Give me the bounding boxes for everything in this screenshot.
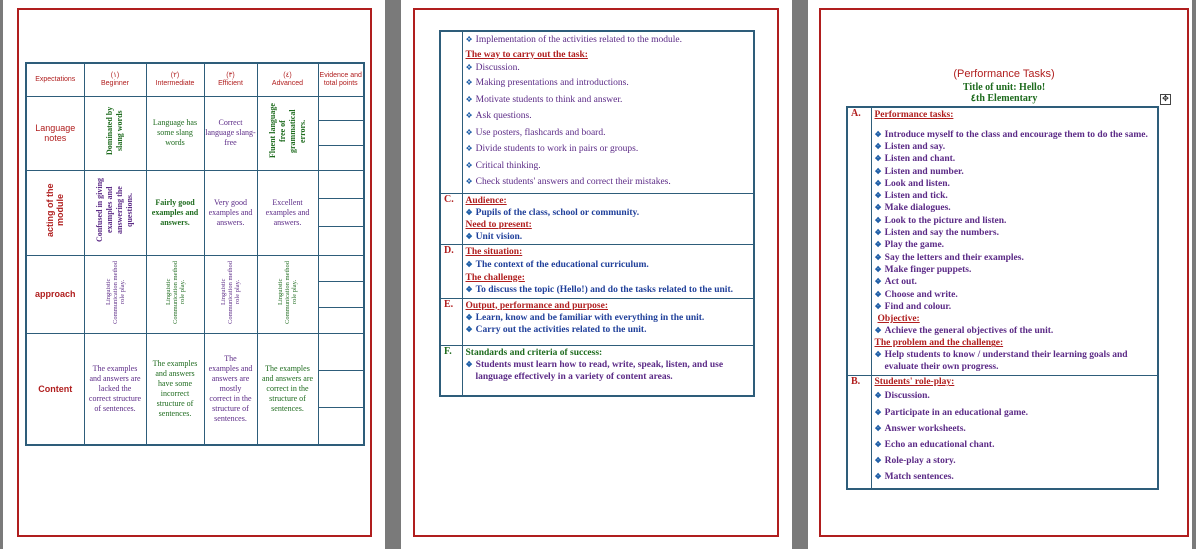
cell-language-efficient: Correct language slang-free <box>204 96 257 170</box>
list-item: ❖ Ask questions. <box>465 111 532 121</box>
diamond-bullet-icon: ❖ <box>874 301 882 311</box>
list-item: ❖ Carry out the activities related to the unit. <box>465 324 647 335</box>
diamond-bullet-icon: ❖ <box>874 277 882 287</box>
cell-approach-beginner: Linguistic Communication method role play. <box>104 260 126 324</box>
diamond-bullet-icon: ❖ <box>874 203 882 213</box>
section-d-row <box>440 244 754 298</box>
list-item: ❖ Choose and write. <box>874 289 958 300</box>
evidence-cell <box>319 171 364 255</box>
diamond-bullet-icon: ❖ <box>874 423 882 433</box>
cell-acting-efficient: Very good examples and answers. <box>204 170 257 255</box>
section-e-row <box>440 298 754 345</box>
header-advanced: (٤) Advanced <box>257 63 318 96</box>
diamond-bullet-icon: ❖ <box>874 440 882 450</box>
table-move-handle-icon[interactable]: ✥ <box>1160 94 1171 105</box>
list-item: ❖ Make finger puppets. <box>874 264 972 275</box>
header-beginner: (١) Beginner <box>84 63 146 96</box>
diamond-bullet-icon: ❖ <box>465 78 473 87</box>
plan-table <box>439 30 755 397</box>
list-item: ❖ Discussion. <box>874 391 930 402</box>
list-item: ❖ Listen and tick. <box>874 191 948 202</box>
page-gap-1 <box>385 0 401 549</box>
cell-language-beginner: Dominated by slang words <box>105 106 124 155</box>
rubric-row-content <box>26 333 364 445</box>
list-item: ❖ Participate in an educational game. <box>874 407 1028 418</box>
list-item: ❖ Unit vision. <box>465 231 523 242</box>
situation-heading: The situation: <box>465 246 523 257</box>
page-gap-2 <box>792 0 808 549</box>
diamond-bullet-icon: ❖ <box>874 264 882 274</box>
row-label-acting: acting of the module <box>45 183 66 237</box>
diamond-bullet-icon: ❖ <box>465 127 473 137</box>
list-item: ❖ Help students to know / understand their learning goals and evaluate their own progress. <box>874 350 1128 373</box>
document-page-1 <box>17 8 372 537</box>
performance-table <box>846 106 1159 490</box>
header-efficient: (٣) Efficient <box>204 63 257 96</box>
rubric-row-approach <box>26 255 364 333</box>
list-item: ❖ Listen and chant. <box>874 154 956 165</box>
list-item: ❖ Critical thinking. <box>465 160 541 171</box>
diamond-bullet-icon: ❖ <box>874 166 882 176</box>
list-item: ❖ Play the game. <box>874 240 945 251</box>
section-a-row <box>847 107 1158 376</box>
audience-heading: Audience: <box>465 195 507 206</box>
list-item: ❖ Say the letters and their examples. <box>874 252 1024 263</box>
list-item: ❖ Use posters, flashcards and board. <box>465 127 606 138</box>
right-margin <box>1192 0 1196 549</box>
section-b-row <box>847 376 1158 489</box>
diamond-bullet-icon: ❖ <box>465 35 473 44</box>
list-item: ❖ Making presentations and introductions. <box>465 78 629 88</box>
evidence-cell <box>319 97 364 170</box>
performance-tasks-title: (Performance Tasks) <box>953 68 1055 80</box>
list-item: ❖ Act out. <box>874 277 917 288</box>
list-item: ❖ Learn, know and be familiar with everything in the unit. <box>465 312 705 323</box>
diamond-bullet-icon: ❖ <box>465 94 473 104</box>
document-page-2 <box>413 8 779 537</box>
row-label-approach: approach <box>26 255 84 333</box>
output-heading: Output, performance and purpose: <box>465 300 609 311</box>
section-c-letter: C. <box>440 193 462 244</box>
cell-content-efficient: The examples and answers are mostly correct in the structure of sentences. <box>204 333 257 445</box>
unit-title: Title of unit: Hello! <box>962 82 1046 93</box>
cell-approach-intermediate: Linguistic Communication method role play. <box>164 260 186 324</box>
list-item: ❖ Echo an educational chant. <box>874 440 995 451</box>
diamond-bullet-icon: ❖ <box>465 207 473 217</box>
cell-language-intermediate: Language has some slang words <box>146 96 204 170</box>
diamond-bullet-icon: ❖ <box>465 259 473 269</box>
list-item: ❖ The context of the educational curriculum. <box>465 259 649 270</box>
way-heading: The way to carry out the task: <box>465 49 588 60</box>
diamond-bullet-icon: ❖ <box>465 231 473 241</box>
diamond-bullet-icon: ❖ <box>874 154 882 164</box>
cell-language-advanced: Fluent language free of grammatical errors. <box>267 103 307 158</box>
section-f-letter: F. <box>440 345 462 396</box>
list-item: ❖ Match sentences. <box>874 472 954 483</box>
standards-heading: Standards and criteria of success: <box>465 347 603 358</box>
section-b-letter: B. <box>847 376 871 489</box>
section-a-letter: A. <box>847 107 871 376</box>
need-heading: Need to present: <box>465 219 532 230</box>
list-item: ❖ Look to the picture and listen. <box>874 215 1007 226</box>
rubric-table <box>25 62 365 446</box>
cell-content-intermediate: The examples and answers have some incorrect structure of sentences. <box>146 333 204 445</box>
diamond-bullet-icon: ❖ <box>874 252 882 262</box>
diamond-bullet-icon: ❖ <box>874 240 882 250</box>
list-item: ❖ Look and listen. <box>874 178 950 189</box>
diamond-bullet-icon: ❖ <box>874 228 882 238</box>
list-item: ❖ Divide students to work in pairs or groups. <box>465 144 639 154</box>
performance-tasks-heading: Performance tasks: <box>874 110 954 120</box>
list-item: ❖ Make dialogues. <box>874 203 951 214</box>
evidence-cell <box>319 334 364 444</box>
diamond-bullet-icon: ❖ <box>874 215 882 225</box>
cell-content-advanced: The examples and answers are correct in the structure of sentences. <box>257 333 318 445</box>
list-item: ❖ Listen and number. <box>874 166 964 177</box>
diamond-bullet-icon: ❖ <box>874 191 882 201</box>
list-item: ❖ Find and colour. <box>874 301 952 312</box>
cell-approach-efficient: Linguistic Communication method role play. <box>220 260 241 324</box>
diamond-bullet-icon: ❖ <box>465 324 473 334</box>
diamond-bullet-icon: ❖ <box>874 289 882 299</box>
cell-content-beginner: The examples and answers are lacked the correct structure of sentences. <box>84 333 146 445</box>
diamond-bullet-icon: ❖ <box>465 312 473 322</box>
b-first-item: ❖ Implementation of the activities related to the module. <box>465 35 682 45</box>
rubric-row-acting <box>26 170 364 255</box>
evidence-cell <box>319 256 364 333</box>
diamond-bullet-icon: ❖ <box>874 178 882 188</box>
list-item: ❖ Listen and say the numbers. <box>874 228 999 239</box>
cell-approach-advanced: Linguistic Communication method role play. <box>277 260 298 324</box>
grade-label: ٤th Elementary <box>970 93 1038 104</box>
list-item: ❖ Answer worksheets. <box>874 423 966 434</box>
list-item: ❖ Introduce myself to the class and encourage them to do the same. <box>874 130 1148 140</box>
list-item: ❖ Listen and say. <box>874 142 946 152</box>
section-b-letter <box>440 31 462 193</box>
diamond-bullet-icon: ❖ <box>874 407 882 417</box>
document-page-3 <box>819 8 1189 537</box>
left-margin <box>0 0 3 549</box>
diamond-bullet-icon: ❖ <box>465 160 473 170</box>
diamond-bullet-icon: ❖ <box>465 284 473 294</box>
list-item: ❖ Check students' answers and correct their mistakes. <box>465 177 671 187</box>
list-item: ❖ Students must learn how to read, write, speak, listen, and use language effectively in a variety of content areas. <box>465 359 724 382</box>
diamond-bullet-icon: ❖ <box>874 391 882 401</box>
header-evidence: Evidence and total points <box>318 63 364 96</box>
diamond-bullet-icon: ❖ <box>874 326 882 336</box>
section-d-letter: D. <box>440 244 462 298</box>
diamond-bullet-icon: ❖ <box>874 456 882 466</box>
list-item: ❖ Pupils of the class, school or community. <box>465 207 640 218</box>
header-intermediate: (٢) Intermediate <box>146 63 204 96</box>
diamond-bullet-icon: ❖ <box>465 111 473 120</box>
cell-acting-intermediate: Fairly good examples and answers. <box>146 170 204 255</box>
section-f-row <box>440 345 754 396</box>
diamond-bullet-icon: ❖ <box>465 144 473 153</box>
row-label-language-notes: Language notes <box>26 96 84 170</box>
list-item: ❖ Motivate students to think and answer. <box>465 94 623 105</box>
diamond-bullet-icon: ❖ <box>874 142 882 151</box>
list-item: ❖ Discussion. <box>465 62 520 73</box>
section-e-letter: E. <box>440 298 462 345</box>
row-label-content: Content <box>26 333 84 445</box>
diamond-bullet-icon: ❖ <box>465 177 473 186</box>
diamond-bullet-icon: ❖ <box>874 472 882 482</box>
rubric-row-language <box>26 96 364 170</box>
list-item: ❖ Achieve the general objectives of the unit. <box>874 326 1054 337</box>
section-b-row <box>440 31 754 193</box>
diamond-bullet-icon: ❖ <box>465 62 473 72</box>
challenge-heading: The challenge: <box>465 272 525 283</box>
cell-acting-beginner: Confused in giving examples and answering the questions. <box>95 177 134 243</box>
list-item: ❖ To discuss the topic (Hello!) and do the tasks related to the unit. <box>465 284 733 295</box>
section-c-row <box>440 193 754 244</box>
list-item: ❖ Role-play a story. <box>874 456 956 467</box>
diamond-bullet-icon: ❖ <box>874 350 882 360</box>
role-play-heading: Students' role-play: <box>874 377 955 388</box>
diamond-bullet-icon: ❖ <box>465 359 473 369</box>
problem-heading: The problem and the challenge: <box>874 338 1004 349</box>
objective-heading: Objective: <box>877 314 920 325</box>
cell-acting-advanced: Excellent examples and answers. <box>257 170 318 255</box>
header-expectations: Expectations <box>26 63 84 96</box>
diamond-bullet-icon: ❖ <box>874 130 882 139</box>
rubric-header-row <box>26 63 364 96</box>
